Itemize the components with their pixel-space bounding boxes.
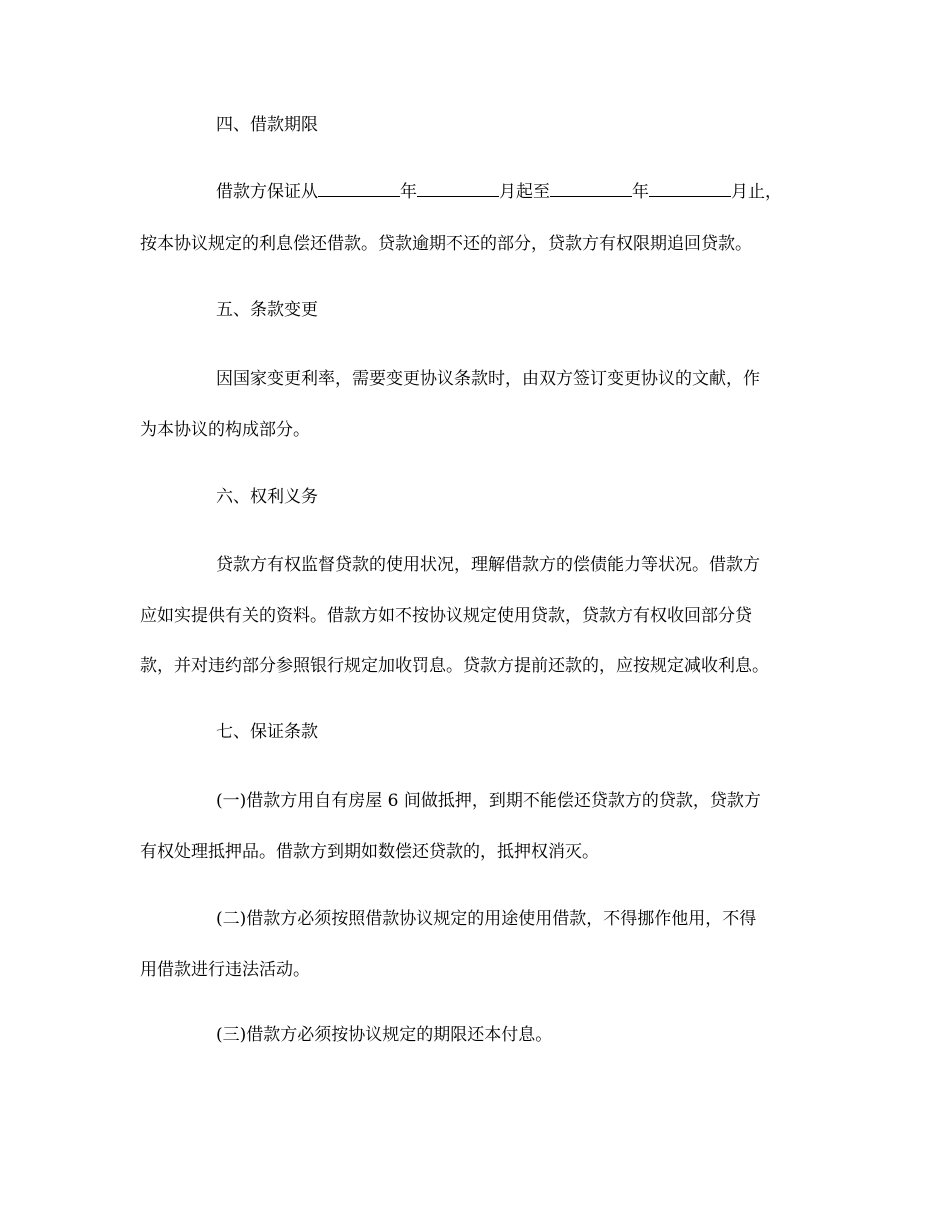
end-year-blank[interactable] — [550, 181, 632, 197]
end-month-blank[interactable] — [649, 181, 731, 197]
section-6-paragraph-line-1: 贷款方有权监督贷款的使用状况，理解借款方的偿债能力等状况。借款方 — [216, 555, 760, 575]
section-4-paragraph-line-1 — [216, 180, 782, 204]
section-7-item-2-line-2: 用借款进行违法活动。 — [140, 960, 310, 980]
section-6-paragraph-line-3: 款，并对违约部分参照银行规定加收罚息。贷款方提前还款的，应按规定减收利息。 — [140, 656, 769, 676]
section-4-paragraph-line-2: 按本协议规定的利息偿还借款。贷款逾期不还的部分，贷款方有权限期追回贷款。 — [140, 234, 752, 254]
section-6-heading: 六、权利义务 — [216, 487, 318, 507]
section-4-heading: 四、借款期限 — [216, 115, 318, 135]
section-7-heading: 七、保证条款 — [216, 722, 318, 742]
start-month-blank[interactable] — [417, 181, 499, 197]
month-start-label: 月起至 — [499, 182, 550, 202]
section-5-heading: 五、条款变更 — [216, 300, 318, 320]
guarantee-from-text: 借款方保证从 — [216, 182, 318, 202]
section-7-item-3-line-1: (三)借款方必须按协议规定的期限还本付息。 — [216, 1025, 553, 1045]
section-7-item-1-line-2: 有权处理抵押品。借款方到期如数偿还贷款的，抵押权消灭。 — [140, 842, 599, 862]
start-year-blank[interactable] — [318, 181, 400, 197]
section-6-paragraph-line-2: 应如实提供有关的资料。借款方如不按协议规定使用贷款，贷款方有权收回部分贷 — [140, 606, 752, 626]
year-label-1: 年 — [400, 182, 417, 202]
section-7-item-1-line-1: (一)借款方用自有房屋 6 间做抵押，到期不能偿还贷款方的贷款，贷款方 — [216, 791, 761, 811]
section-5-paragraph-line-1: 因国家变更利率，需要变更协议条款时，由双方签订变更协议的文献，作 — [216, 369, 760, 389]
section-5-paragraph-line-2: 为本协议的构成部分。 — [140, 420, 310, 440]
section-7-item-2-line-1: (二)借款方必须按照借款协议规定的用途使用借款，不得挪作他用，不得 — [216, 909, 757, 929]
month-end-label: 月止， — [731, 182, 782, 202]
year-label-2: 年 — [632, 182, 649, 202]
